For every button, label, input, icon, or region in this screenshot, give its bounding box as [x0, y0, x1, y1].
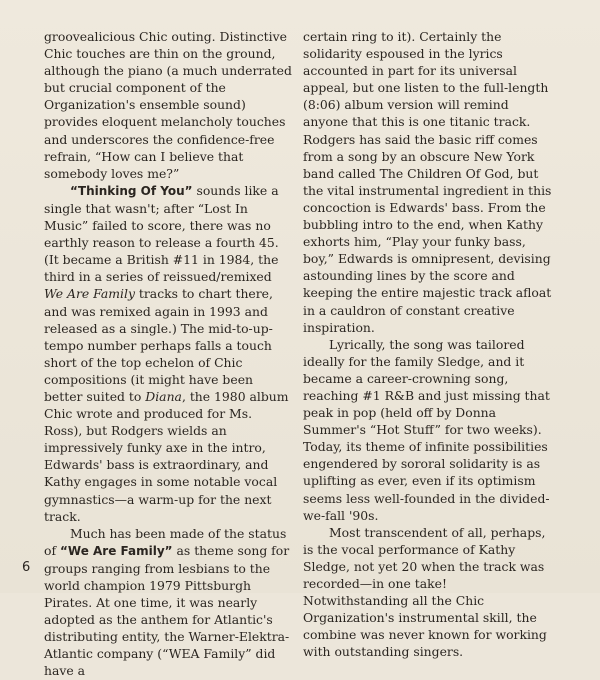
paragraph-vocal-performance: Most transcendent of all, perhaps, is the vocal performance of Kathy Sledge, not yet 20 when the track was recorded—in one take! Notwithstanding all the Chic Organization's instrumental skill, the combine was never known for working with outstanding singers. [303, 524, 547, 660]
text-span: sounds like a single that wasn't; after “Lost In Music” failed to score, there was no earthly reason to release a fourth 45. (It became a British #11 in 1984, the third in a series of reissued/remixed [44, 182, 279, 285]
song-title-we-are-family: “We Are Family” [60, 543, 173, 558]
album-title-we-are-family: We Are Family [44, 286, 135, 302]
text-span: , the 1980 album Chic wrote and produced for Ms. Ross), but Rodgers wields an impressively funky axe in the intro, Edwards' bass is extraordinary, and Kathy engages in some notable vocal gymnastics—a warm-up for the next track. [44, 388, 289, 524]
paragraph-titanic-track: certain ring to it). Certainly the solidarity espoused in the lyrics accounted in part for its universal appeal, but one listen to the full-length (8:06) album version will remind anyone that this is one titanic track. Rodgers has said the basic riff comes from a song by an obscure New York band called The Children Of God, but the vital instrumental ingredient in this concoction is Edwards' bass. From the bubbling intro to the end, when Kathy exhorts him, “Play your funky bass, boy,” Edwards is omnipresent, devising astounding lines by the score and keeping the entire majestic track afloat in a cauldron of constant creative inspiration. [303, 29, 552, 335]
song-title-thinking-of-you: “Thinking Of You” [70, 183, 193, 198]
text-span: tracks to chart there, and was remixed again in 1993 and released as a single.) The mid-to-up-tempo number perhaps falls a touch short of the top echelon of Chic compositions (it might have been better suited to [44, 286, 273, 404]
paragraph-we-are-family [44, 525, 294, 680]
text-span: Much has been made of the status of [44, 525, 287, 558]
right-column [303, 28, 553, 660]
left-column [44, 28, 294, 680]
album-title-diana: Diana [145, 388, 182, 404]
paragraph-lyrically: Lyrically, the song was tailored ideally for the family Sledge, and it became a career-crowning song, reaching #1 R&B and just missing that peak in pop (held off by Donna Summer's “Hot Stuff” for two weeks). Today, its theme of infinite possibilities engendered by sororal solidarity is as uplifting as ever, even if its optimism seems less well-founded in the divided-we-fall '90s. [303, 336, 550, 523]
text-span: as theme song for groups ranging from lesbians to the world champion 1979 Pittsburgh Pirates. At one time, it was nearly adopted as the anthem for Atlantic's distributing entity, the Warner-Elektra-Atlantic company (“WEA Family” did have a [44, 542, 290, 679]
paragraph-piano: groovealicious Chic outing. Distinctive Chic touches are thin on the ground, although the piano (a much underrated but crucial component of the Organization's ensemble sound) provides eloquent melancholy touches and underscores the confidence-free refrain, “How can I believe that somebody loves me?” [44, 29, 292, 181]
page-number: 6 [22, 560, 31, 575]
paragraph-thinking-of-you [44, 182, 294, 525]
